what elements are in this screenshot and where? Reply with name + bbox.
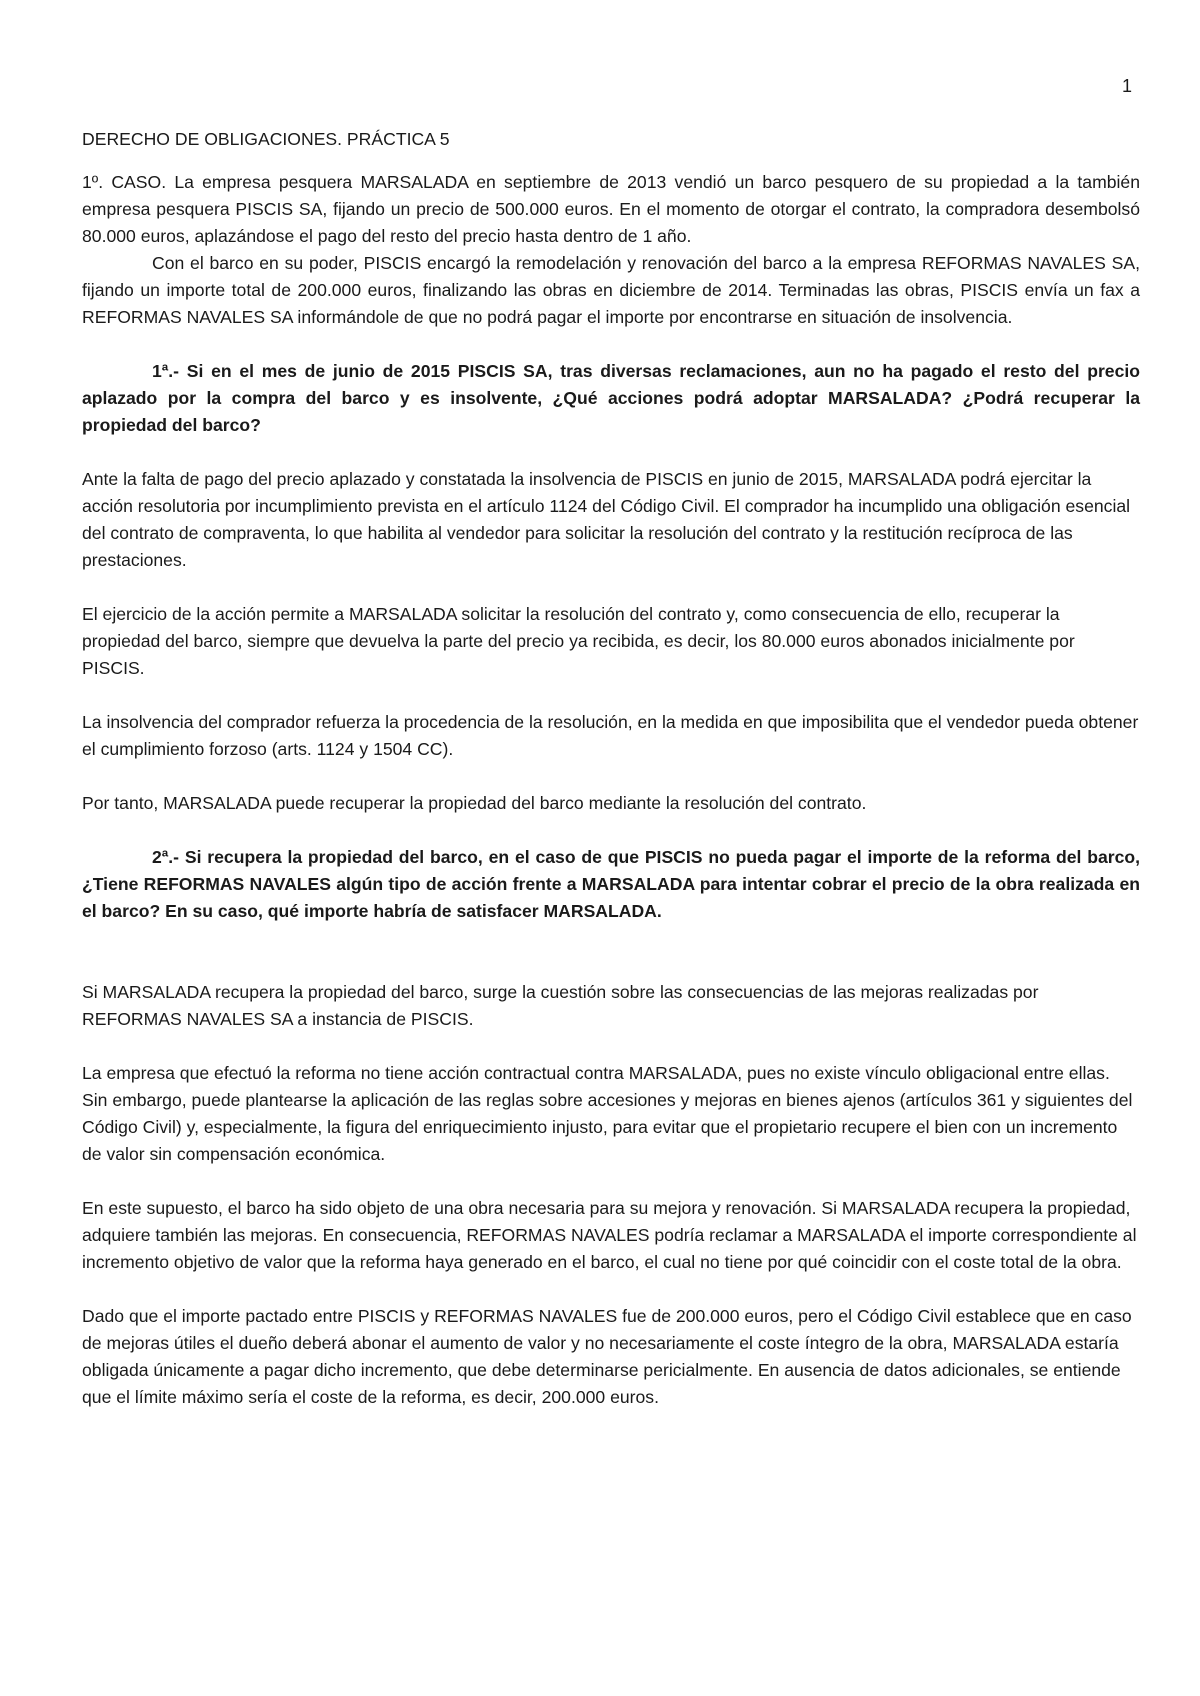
document-body [82,126,1140,1411]
page-number: 1 [1122,76,1133,96]
case-paragraph-1: 1º. CASO. La empresa pesquera MARSALADA en septiembre de 2013 vendió un barco pesquero de su propiedad a la también empresa pesquera PISCIS SA, fijando un precio de 500.000 euros. En el momento de otorgar el contrato, la compradora desembolsó 80.000 euros, aplazándose el pago del resto del precio hasta dentro de 1 año. [82,172,1140,246]
answer-2-paragraph: Si MARSALADA recupera la propiedad del barco, surge la cuestión sobre las consecuencias de las mejoras realizadas por REFORMAS NAVALES SA a instancia de PISCIS. [82,982,1039,1029]
case-paragraph-2: Con el barco en su poder, PISCIS encargó la remodelación y renovación del barco a la empresa REFORMAS NAVALES SA, fijando un importe total de 200.000 euros, finalizando las obras en diciembre de 2014. Terminadas las obras, PISCIS envía un fax a REFORMAS NAVALES SA informándole de que no podrá pagar el importe por encontrarse en situación de insolvencia. [82,253,1140,327]
answer-1-paragraph: La insolvencia del comprador refuerza la procedencia de la resolución, en la medida en que imposibilita que el vendedor pueda obtener el cumplimiento forzoso (arts. 1124 y 1504 CC). [82,712,1139,759]
question-2: 2ª.- Si recupera la propiedad del barco, en el caso de que PISCIS no pueda pagar el importe de la reforma del barco, ¿Tiene REFORMAS NAVALES algún tipo de acción frente a MARSALADA para intentar cobrar el precio de la obra realizada en el barco? En su caso, qué importe habría de satisfacer MARSALADA. [82,847,1140,921]
document-title: DERECHO DE OBLIGACIONES. PRÁCTICA 5 [82,129,450,149]
answer-2-paragraph: Dado que el importe pactado entre PISCIS y REFORMAS NAVALES fue de 200.000 euros, pero el Código Civil establece que en caso de mejoras útiles el dueño deberá abonar el aumento de valor y no necesariamente el coste íntegro de la obra, MARSALADA estaría obligada únicamente a pagar dicho incremento, que debe determinarse pericialmente. En ausencia de datos adicionales, se entiende que el límite máximo sería el coste de la reforma, es decir, 200.000 euros. [82,1306,1132,1407]
answer-1-paragraph: El ejercicio de la acción permite a MARSALADA solicitar la resolución del contrato y, como consecuencia de ello, recuperar la propiedad del barco, siempre que devuelva la parte del precio ya recibida, es decir, los 80.000 euros abonados inicialmente por PISCIS. [82,604,1075,678]
answer-1-paragraph: Ante la falta de pago del precio aplazado y constatada la insolvencia de PISCIS en junio de 2015, MARSALADA podrá ejercitar la acción resolutoria por incumplimiento prevista en el artículo 1124 del Código Civil. El comprador ha incumplido una obligación esencial del contrato de compraventa, lo que habilita al vendedor para solicitar la resolución del contrato y la restitución recíproca de las prestaciones. [82,469,1131,570]
answer-1-paragraph: Por tanto, MARSALADA puede recuperar la propiedad del barco mediante la resolución del contrato. [82,793,867,813]
answer-2-paragraph: La empresa que efectuó la reforma no tiene acción contractual contra MARSALADA, pues no existe vínculo obligacional entre ellas. Sin embargo, puede plantearse la aplicación de las reglas sobre accesiones y mejoras en bienes ajenos (artículos 361 y siguientes del Código Civil) y, especialmente, la figura del enriquecimiento injusto, para evitar que el propietario recupere el bien con un incremento de valor sin compensación económica. [82,1063,1133,1164]
answer-2-paragraph: En este supuesto, el barco ha sido objeto de una obra necesaria para su mejora y renovación. Si MARSALADA recupera la propiedad, adquiere también las mejoras. En consecuencia, REFORMAS NAVALES podría reclamar a MARSALADA el importe correspondiente al incremento objetivo de valor que la reforma haya generado en el barco, el cual no tiene por qué coincidir con el coste total de la obra. [82,1198,1137,1272]
question-1: 1ª.- Si en el mes de junio de 2015 PISCIS SA, tras diversas reclamaciones, aun no ha pagado el resto del precio aplazado por la compra del barco y es insolvente, ¿Qué acciones podrá adoptar MARSALADA? ¿Podrá recuperar la propiedad del barco? [82,361,1140,435]
